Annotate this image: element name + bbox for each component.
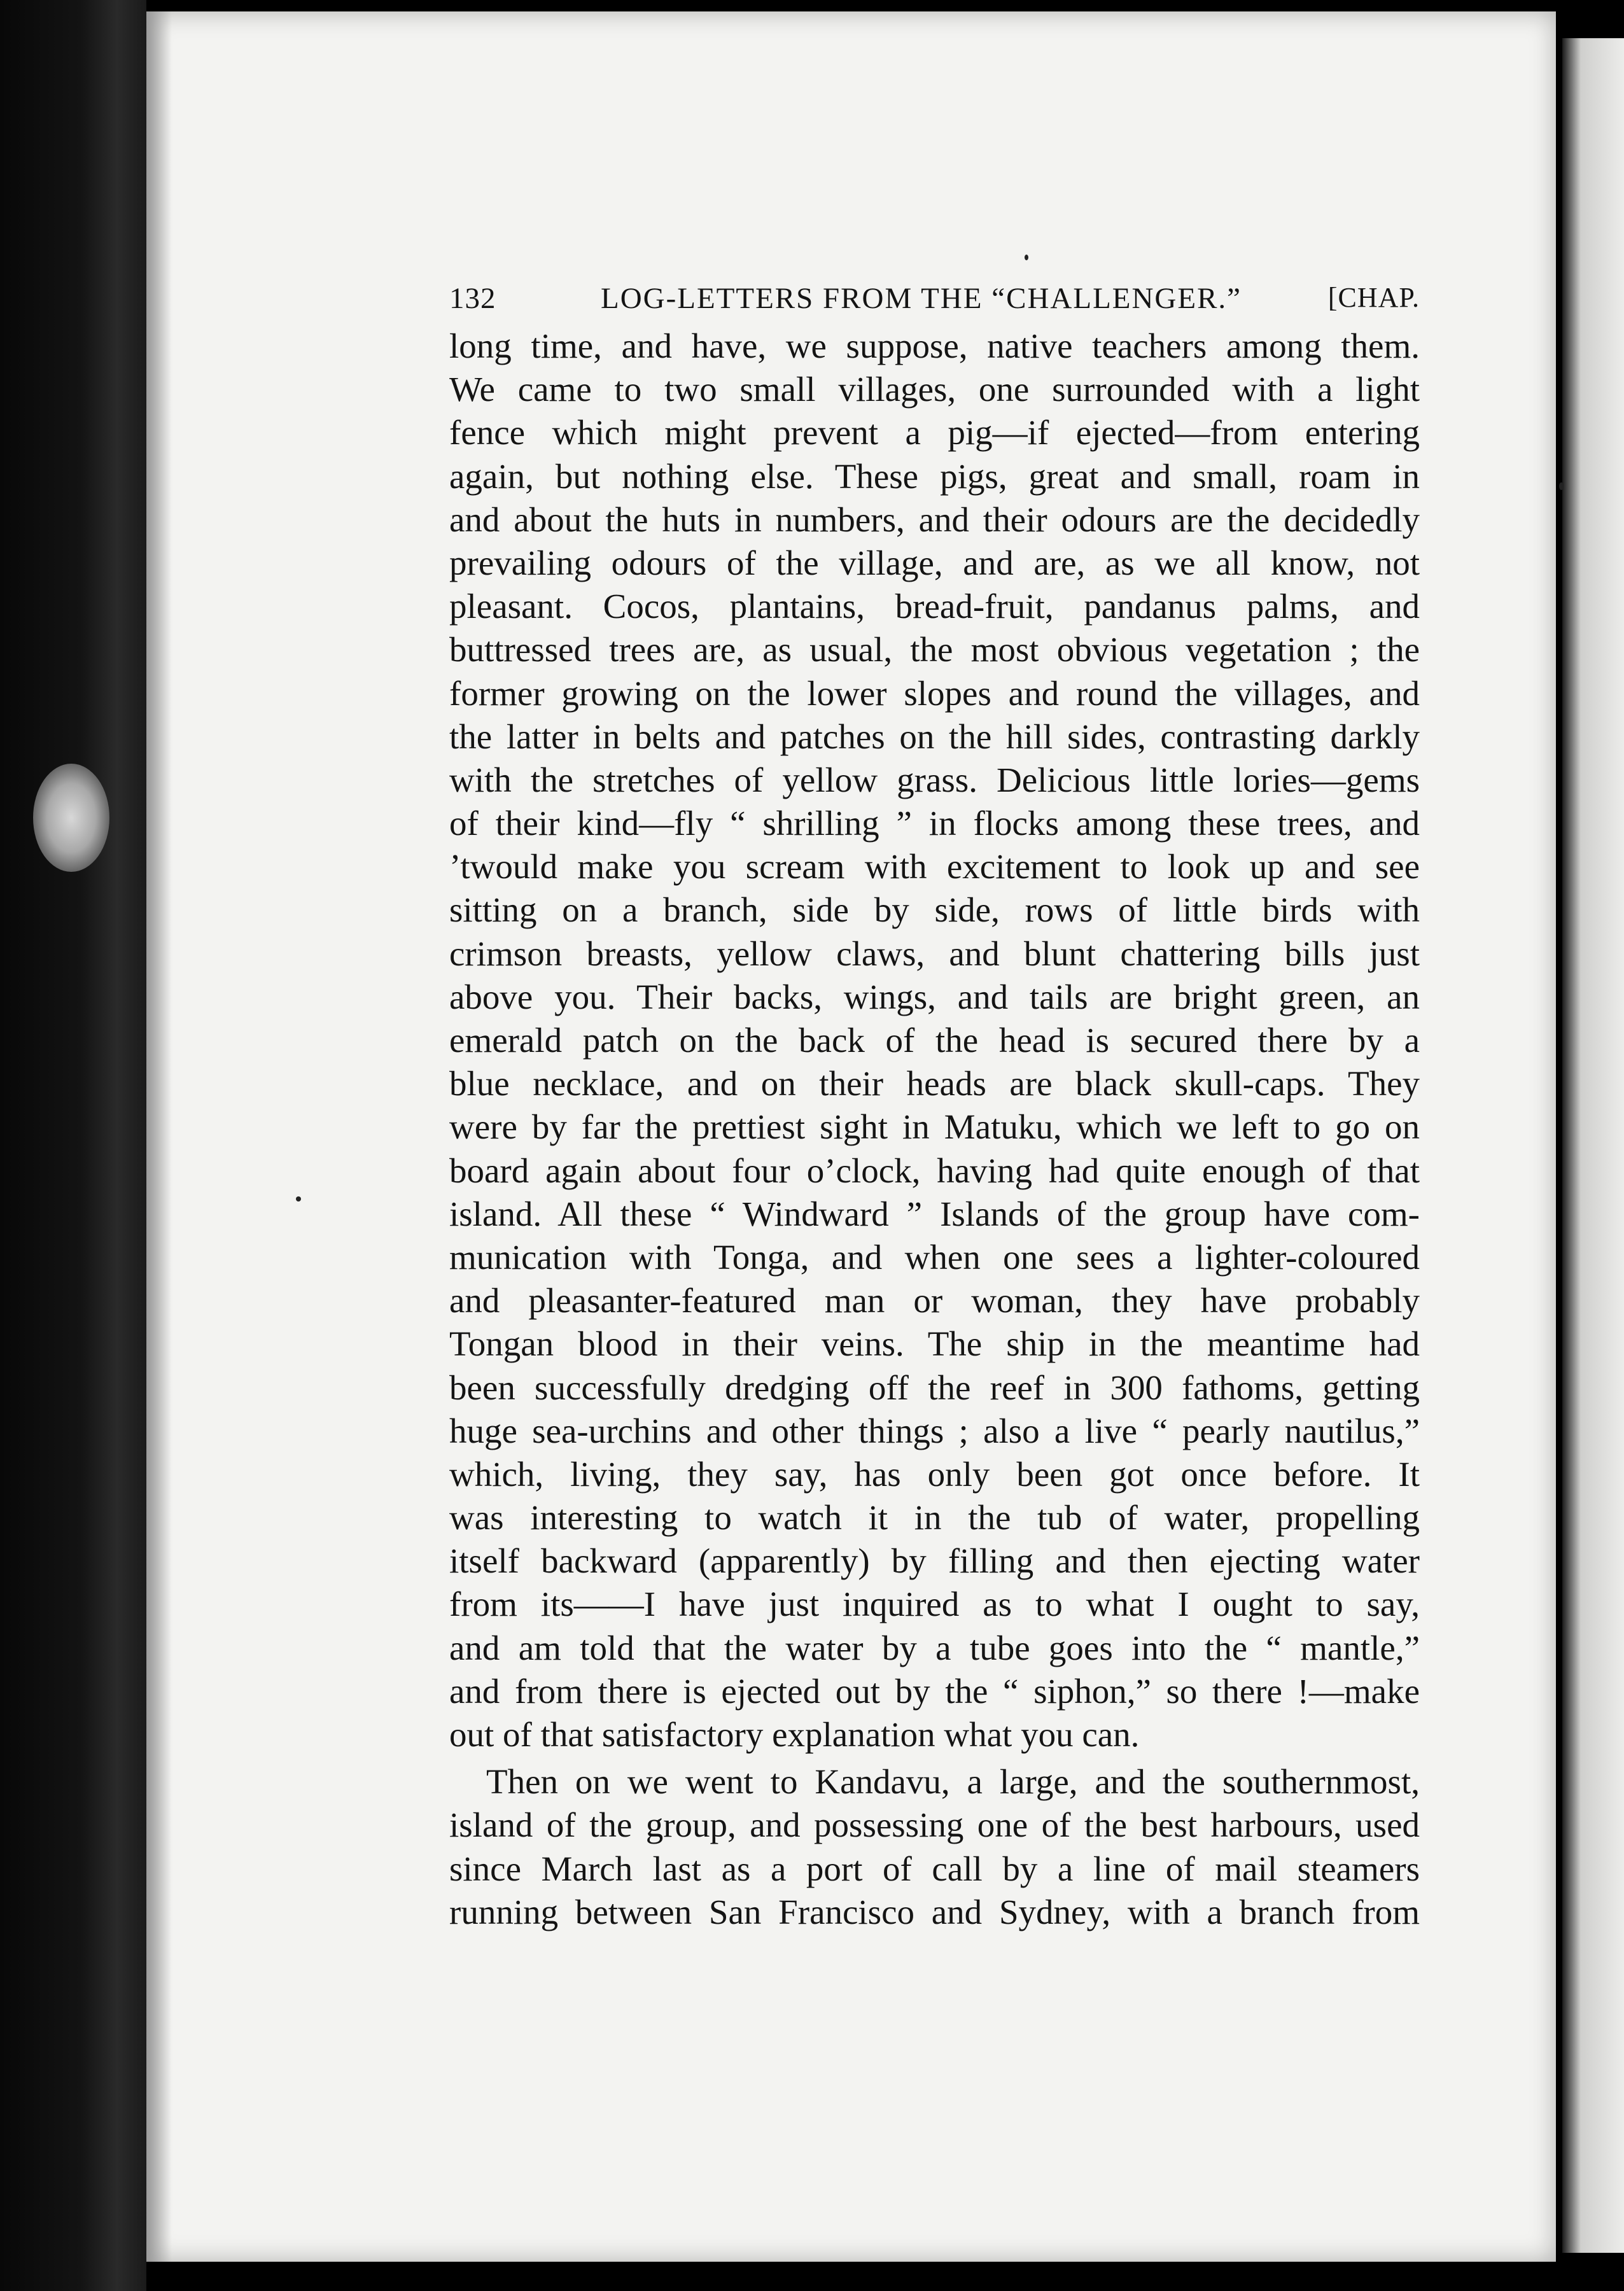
scan-speck xyxy=(1559,482,1564,490)
text-line: been successfully dredging off the reef in 300 fathoms, getting xyxy=(449,1368,1420,1407)
text-line: again, but nothing else. These pigs, great and small, roam in xyxy=(449,456,1420,496)
running-head xyxy=(449,274,1420,325)
chapter-marker: [CHAP. xyxy=(1327,282,1420,313)
text-line: and am told that the water by a tube goes into the “ mantle,” xyxy=(449,1628,1420,1667)
text-line: long time, and have, we suppose, native teachers among them. xyxy=(449,326,1420,365)
facing-page-edge xyxy=(1562,38,1624,2253)
text-line: with the stretches of yellow grass. Delicious little lories—gems xyxy=(449,760,1420,799)
text-line: buttressed trees are, as usual, the most obvious vegetation ; the xyxy=(449,630,1420,669)
text-line: ’twould make you scream with excitement to look up and see xyxy=(449,847,1420,886)
text-line: prevailing odours of the village, and are, as we all know, not xyxy=(449,543,1420,582)
text-line: Tongan blood in their veins. The ship in the meantime had xyxy=(449,1324,1420,1364)
text-line: and pleasanter-featured man or woman, they have probably xyxy=(449,1281,1420,1321)
running-title: LOG-LETTERS FROM THE “CHALLENGER.” xyxy=(601,282,1242,315)
text-line: island of the group, and possessing one of the best harbours, used xyxy=(449,1805,1420,1845)
text-line: which, living, they say, has only been got once before. It xyxy=(449,1454,1420,1494)
text-line: island. All these “ Windward ” Islands of the group have com- xyxy=(449,1194,1420,1233)
text-line: emerald patch on the back of the head is secured there by a xyxy=(449,1021,1420,1060)
page-gutter-shadow xyxy=(146,11,172,2262)
text-line: We came to two small villages, one surrounded with a light xyxy=(449,370,1420,409)
binding-hole xyxy=(33,764,109,872)
text-line: and from there is ejected out by the “ siphon,” so there !—make xyxy=(449,1671,1420,1711)
page-text xyxy=(449,274,1420,1934)
body-text xyxy=(449,325,1420,1934)
text-line: blue necklace, and on their heads are black skull-caps. They xyxy=(449,1064,1420,1103)
text-line: were by far the prettiest sight in Matuku, which we left to go on xyxy=(449,1107,1420,1147)
text-line: huge sea-urchins and other things ; also a live “ pearly nautilus,” xyxy=(449,1411,1420,1450)
scan-speck xyxy=(296,1196,301,1202)
text-line: fence which might prevent a pig—if ejected—from entering xyxy=(449,413,1420,452)
text-line: the latter in belts and patches on the hill sides, contrasting darkly xyxy=(449,717,1420,756)
text-line: was interesting to watch it in the tub of water, propelling xyxy=(449,1498,1420,1538)
text-line: above you. Their backs, wings, and tails are bright green, an xyxy=(449,977,1420,1016)
text-line: since March last as a port of call by a line of mail steamers xyxy=(449,1849,1420,1888)
text-line: former growing on the lower slopes and round the villages, and xyxy=(449,673,1420,713)
book-binding-edge xyxy=(0,0,146,2291)
text-line: from its——I have just inquired as to what I ought to say, xyxy=(449,1585,1420,1624)
text-line: out of that satisfactory explanation what you can. xyxy=(449,1715,1140,1754)
text-line: board again about four o’clock, having had quite enough of that xyxy=(449,1151,1420,1190)
text-line: running between San Francisco and Sydney, with a branch from xyxy=(449,1892,1420,1931)
page-number: 132 xyxy=(449,282,496,315)
text-line: sitting on a branch, side by side, rows of little birds with xyxy=(449,890,1420,930)
text-line: crimson breasts, yellow claws, and blunt chattering bills just xyxy=(449,934,1420,973)
text-line: itself backward (apparently) by filling and then ejecting water xyxy=(449,1541,1420,1581)
text-line: and about the huts in numbers, and their odours are the decidedly xyxy=(449,500,1420,539)
text-line: of their kind—fly “ shrilling ” in flocks among these trees, and xyxy=(449,804,1420,843)
paragraph xyxy=(449,1760,1420,1934)
paragraph xyxy=(449,325,1420,1756)
text-line: Then on we went to Kandavu, a large, and the southernmost, xyxy=(486,1762,1420,1802)
text-line: munication with Tonga, and when one sees a lighter-coloured xyxy=(449,1237,1420,1277)
text-line: pleasant. Cocos, plantains, bread-fruit, pandanus palms, and xyxy=(449,587,1420,626)
scan-speck xyxy=(1025,255,1028,260)
